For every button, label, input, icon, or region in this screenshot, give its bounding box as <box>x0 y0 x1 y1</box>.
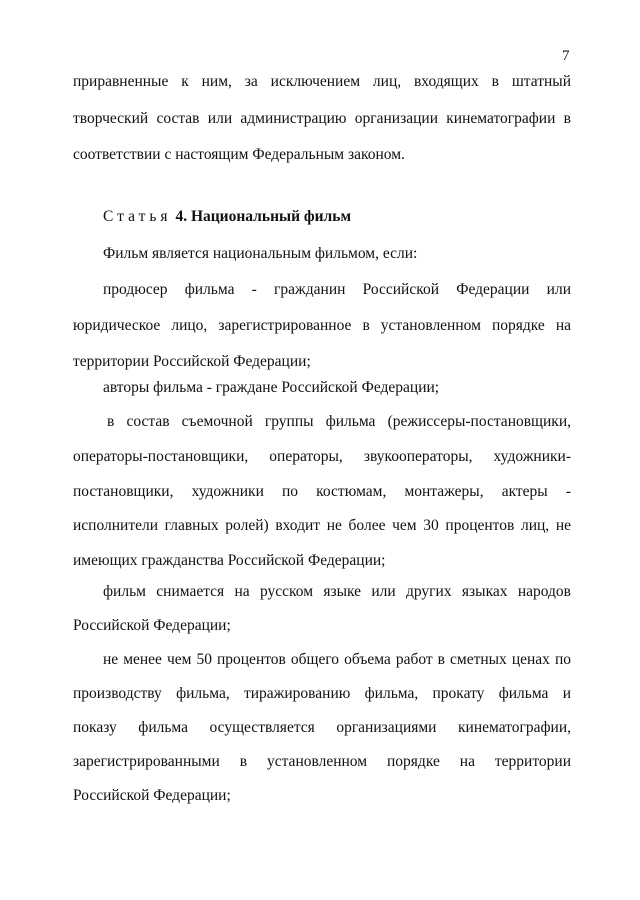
text-line: соответствии с настоящим Федеральным законом. <box>73 146 405 163</box>
text-line: показу фильма осуществляется организациями кинематографии, <box>73 719 571 736</box>
text-line: фильм снимается на русском языке или других языках народов <box>103 583 571 600</box>
text-line: не менее чем 50 процентов общего объема работ в сметных ценах по <box>103 651 571 668</box>
text-line: Фильм является национальным фильмом, если: <box>103 245 418 262</box>
text-line: территории Российской Федерации; <box>73 353 311 370</box>
article-label: Статья <box>103 208 172 225</box>
text-line: постановщики, художники по костюмам, монтажеры, актеры - <box>73 483 571 500</box>
text-line: творческий состав или администрацию организации кинематографии в <box>73 110 571 127</box>
text-line: имеющих гражданства Российской Федерации; <box>73 552 386 569</box>
text-line: операторы-постановщики, операторы, звукооператоры, художники- <box>73 448 571 465</box>
text-line: зарегистрированными в установленном порядке на территории <box>73 753 571 770</box>
text-line: производству фильма, тиражированию фильма, прокату фильма и <box>73 685 571 702</box>
text-line: исполнители главных ролей) входит не более чем 30 процентов лиц, не <box>73 517 571 534</box>
text-line: в состав съемочной группы фильма (режиссеры-постановщики, <box>107 413 571 430</box>
text-line: Российской Федерации; <box>73 617 231 634</box>
text-line: юридическое лицо, зарегистрированное в установленном порядке на <box>73 317 571 334</box>
article-title: 4. Национальный фильм <box>175 208 352 225</box>
page-number: 7 <box>562 48 570 64</box>
text-line: приравненные к ним, за исключением лиц, входящих в штатный <box>73 73 571 90</box>
text-line: Российской Федерации; <box>73 787 231 804</box>
text-line: авторы фильма - граждане Российской Федерации; <box>103 379 440 396</box>
article-heading <box>103 207 601 227</box>
text-line: продюсер фильма - гражданин Российской Федерации или <box>103 281 571 298</box>
